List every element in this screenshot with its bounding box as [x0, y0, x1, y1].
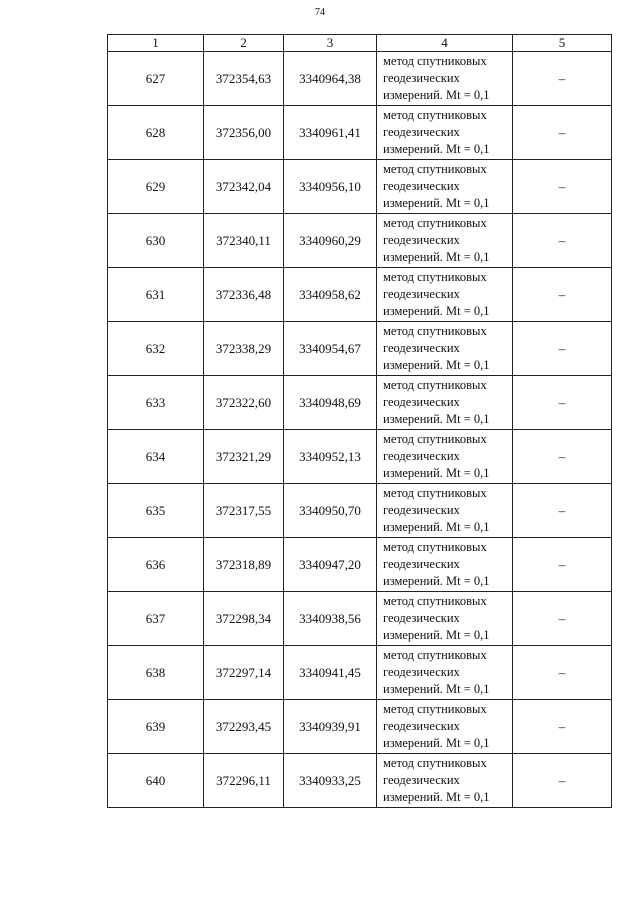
method-text-line: геодезических: [383, 125, 460, 139]
method-text-line: метод спутниковых: [383, 54, 487, 68]
point-number-cell: 629: [108, 160, 204, 214]
method-cell: [377, 754, 513, 808]
note-cell: –: [513, 214, 612, 268]
point-number-cell: 638: [108, 646, 204, 700]
x-coordinate-cell: 372297,14: [204, 646, 284, 700]
method-text-line: метод спутниковых: [383, 594, 487, 608]
point-number-cell: 627: [108, 52, 204, 106]
header-col-1: 1: [108, 35, 204, 52]
method-text-line: измерений. Mt = 0,1: [383, 88, 490, 102]
method-text-line: геодезических: [383, 557, 460, 571]
point-number-cell: 630: [108, 214, 204, 268]
method-text-line: измерений. Mt = 0,1: [383, 358, 490, 372]
method-text-line: геодезических: [383, 179, 460, 193]
note-cell: –: [513, 52, 612, 106]
point-number-cell: 640: [108, 754, 204, 808]
method-text-line: геодезических: [383, 71, 460, 85]
y-coordinate-cell: 3340964,38: [284, 52, 377, 106]
table-row: [108, 214, 612, 268]
method-text-line: измерений. Mt = 0,1: [383, 736, 490, 750]
method-text-line: метод спутниковых: [383, 432, 487, 446]
point-number-cell: 635: [108, 484, 204, 538]
method-text-line: геодезических: [383, 233, 460, 247]
table-header-row: [108, 35, 612, 52]
method-cell: [377, 646, 513, 700]
x-coordinate-cell: 372354,63: [204, 52, 284, 106]
method-cell: [377, 106, 513, 160]
point-number-cell: 634: [108, 430, 204, 484]
method-text-line: измерений. Mt = 0,1: [383, 196, 490, 210]
method-cell: [377, 214, 513, 268]
x-coordinate-cell: 372336,48: [204, 268, 284, 322]
header-col-3: 3: [284, 35, 377, 52]
table-row: [108, 754, 612, 808]
method-text-line: геодезических: [383, 665, 460, 679]
y-coordinate-cell: 3340952,13: [284, 430, 377, 484]
method-text-line: метод спутниковых: [383, 378, 487, 392]
table-row: [108, 700, 612, 754]
note-cell: –: [513, 160, 612, 214]
x-coordinate-cell: 372338,29: [204, 322, 284, 376]
method-cell: [377, 592, 513, 646]
method-text-line: измерений. Mt = 0,1: [383, 682, 490, 696]
method-cell: [377, 322, 513, 376]
note-cell: –: [513, 106, 612, 160]
x-coordinate-cell: 372296,11: [204, 754, 284, 808]
coordinates-table: [107, 34, 612, 808]
method-text-line: геодезических: [383, 341, 460, 355]
note-cell: –: [513, 430, 612, 484]
note-cell: –: [513, 646, 612, 700]
y-coordinate-cell: 3340947,20: [284, 538, 377, 592]
table-row: [108, 376, 612, 430]
method-text-line: измерений. Mt = 0,1: [383, 304, 490, 318]
x-coordinate-cell: 372340,11: [204, 214, 284, 268]
header-col-2: 2: [204, 35, 284, 52]
table-row: [108, 106, 612, 160]
method-text-line: метод спутниковых: [383, 324, 487, 338]
method-text-line: измерений. Mt = 0,1: [383, 520, 490, 534]
method-text-line: геодезических: [383, 395, 460, 409]
method-cell: [377, 484, 513, 538]
method-text-line: измерений. Mt = 0,1: [383, 790, 490, 804]
x-coordinate-cell: 372322,60: [204, 376, 284, 430]
note-cell: –: [513, 376, 612, 430]
method-text-line: геодезических: [383, 287, 460, 301]
table-row: [108, 160, 612, 214]
method-text-line: измерений. Mt = 0,1: [383, 142, 490, 156]
table-row: [108, 268, 612, 322]
note-cell: –: [513, 484, 612, 538]
method-text-line: метод спутниковых: [383, 702, 487, 716]
method-cell: [377, 700, 513, 754]
note-cell: –: [513, 592, 612, 646]
point-number-cell: 632: [108, 322, 204, 376]
method-cell: [377, 376, 513, 430]
header-col-4: 4: [377, 35, 513, 52]
method-text-line: метод спутниковых: [383, 540, 487, 554]
method-text-line: метод спутниковых: [383, 756, 487, 770]
x-coordinate-cell: 372293,45: [204, 700, 284, 754]
point-number-cell: 628: [108, 106, 204, 160]
table-row: [108, 484, 612, 538]
method-text-line: метод спутниковых: [383, 648, 487, 662]
method-text-line: измерений. Mt = 0,1: [383, 250, 490, 264]
method-text-line: геодезических: [383, 449, 460, 463]
note-cell: –: [513, 322, 612, 376]
y-coordinate-cell: 3340948,69: [284, 376, 377, 430]
method-cell: [377, 160, 513, 214]
y-coordinate-cell: 3340938,56: [284, 592, 377, 646]
table-row: [108, 646, 612, 700]
point-number-cell: 639: [108, 700, 204, 754]
method-text-line: измерений. Mt = 0,1: [383, 412, 490, 426]
y-coordinate-cell: 3340950,70: [284, 484, 377, 538]
method-cell: [377, 430, 513, 484]
y-coordinate-cell: 3340956,10: [284, 160, 377, 214]
method-text-line: метод спутниковых: [383, 162, 487, 176]
note-cell: –: [513, 268, 612, 322]
method-text-line: геодезических: [383, 719, 460, 733]
note-cell: –: [513, 538, 612, 592]
method-cell: [377, 538, 513, 592]
note-cell: –: [513, 754, 612, 808]
method-text-line: геодезических: [383, 611, 460, 625]
y-coordinate-cell: 3340961,41: [284, 106, 377, 160]
y-coordinate-cell: 3340941,45: [284, 646, 377, 700]
method-text-line: геодезических: [383, 773, 460, 787]
method-text-line: геодезических: [383, 503, 460, 517]
table-row: [108, 538, 612, 592]
point-number-cell: 633: [108, 376, 204, 430]
point-number-cell: 637: [108, 592, 204, 646]
header-col-5: 5: [513, 35, 612, 52]
method-cell: [377, 268, 513, 322]
y-coordinate-cell: 3340958,62: [284, 268, 377, 322]
method-text-line: метод спутниковых: [383, 270, 487, 284]
x-coordinate-cell: 372356,00: [204, 106, 284, 160]
x-coordinate-cell: 372318,89: [204, 538, 284, 592]
x-coordinate-cell: 372317,55: [204, 484, 284, 538]
point-number-cell: 636: [108, 538, 204, 592]
x-coordinate-cell: 372298,34: [204, 592, 284, 646]
y-coordinate-cell: 3340939,91: [284, 700, 377, 754]
x-coordinate-cell: 372321,29: [204, 430, 284, 484]
y-coordinate-cell: 3340933,25: [284, 754, 377, 808]
method-text-line: измерений. Mt = 0,1: [383, 628, 490, 642]
x-coordinate-cell: 372342,04: [204, 160, 284, 214]
point-number-cell: 631: [108, 268, 204, 322]
y-coordinate-cell: 3340960,29: [284, 214, 377, 268]
method-cell: [377, 52, 513, 106]
table-body: [108, 52, 612, 808]
method-text-line: метод спутниковых: [383, 486, 487, 500]
page-number: 74: [315, 7, 325, 18]
method-text-line: метод спутниковых: [383, 216, 487, 230]
table-row: [108, 322, 612, 376]
table-row: [108, 430, 612, 484]
method-text-line: измерений. Mt = 0,1: [383, 466, 490, 480]
method-text-line: метод спутниковых: [383, 108, 487, 122]
table-row: [108, 52, 612, 106]
table-row: [108, 592, 612, 646]
method-text-line: измерений. Mt = 0,1: [383, 574, 490, 588]
y-coordinate-cell: 3340954,67: [284, 322, 377, 376]
note-cell: –: [513, 700, 612, 754]
